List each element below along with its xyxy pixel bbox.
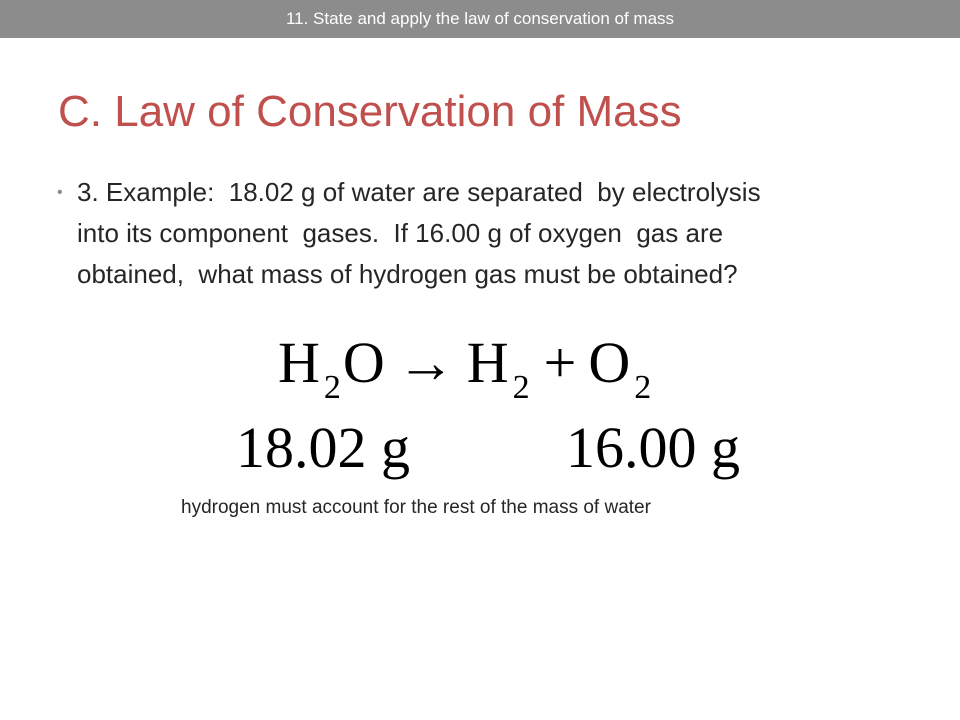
- reaction-arrow: →: [396, 330, 455, 395]
- plus-sign: +: [543, 330, 577, 395]
- water-mass: 18.02 g: [236, 415, 410, 480]
- explanation-note: hydrogen must account for the rest of the mass of water: [181, 497, 651, 518]
- product1-subscript: 2: [512, 369, 530, 406]
- bullet-line-3: obtained, what mass of hydrogen gas must be obtained?: [77, 259, 738, 289]
- oxygen-mass: 16.00 g: [566, 415, 740, 480]
- product1-element: H: [466, 330, 509, 395]
- product2-element: O: [588, 330, 631, 395]
- bullet-line-1: 3. Example: 18.02 g of water are separated by electrolysis: [77, 177, 761, 207]
- bullet-line-2: into its component gases. If 16.00 g of oxygen gas are: [77, 218, 724, 248]
- bullet-icon: •: [57, 184, 63, 201]
- reactant-element: H: [278, 330, 320, 395]
- example-bullet: [77, 172, 917, 295]
- reactant-subscript: 2: [323, 369, 341, 406]
- objective-header: 11. State and apply the law of conservation of mass: [285, 9, 675, 28]
- chemical-equation: [278, 328, 653, 406]
- reactant-tail: O: [342, 330, 385, 395]
- product2-subscript: 2: [634, 369, 652, 406]
- slide-title: C. Law of Conservation of Mass: [58, 87, 682, 136]
